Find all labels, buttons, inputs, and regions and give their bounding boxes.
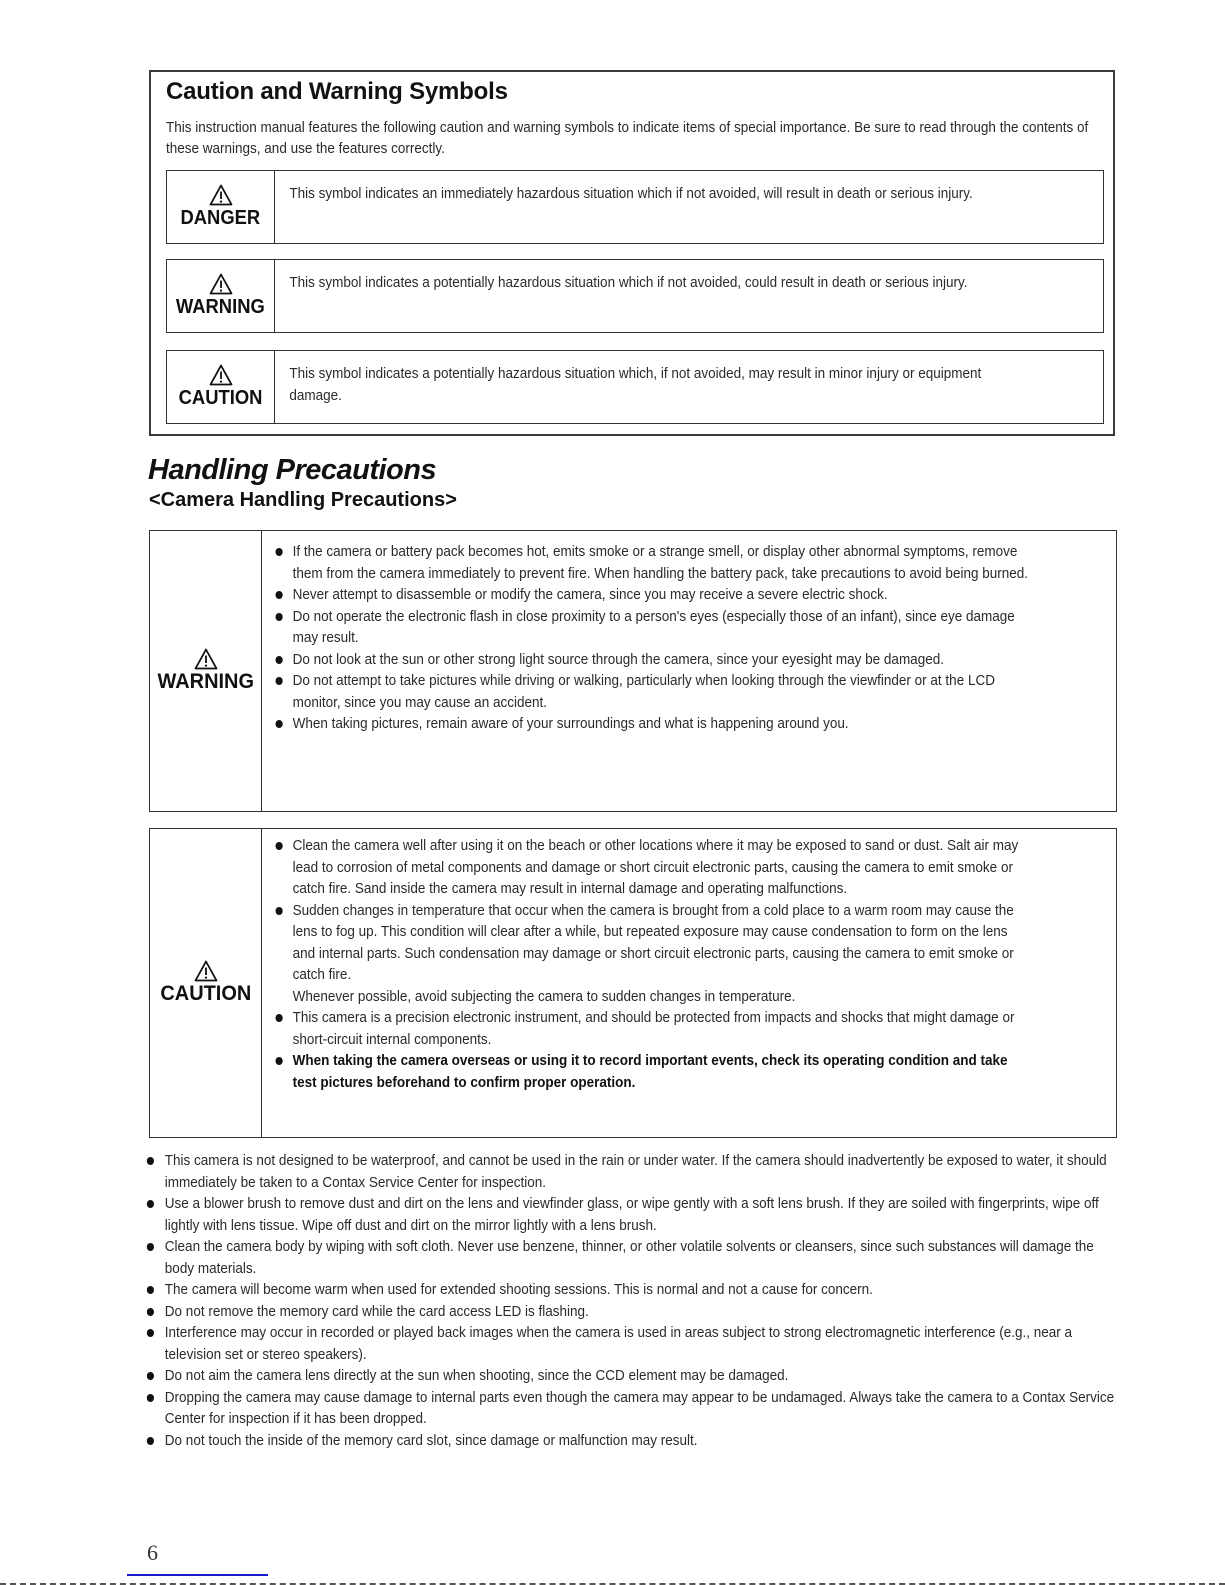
page-number: 6 bbox=[147, 1540, 158, 1565]
warning-triangle-icon bbox=[209, 184, 233, 206]
danger-description: This symbol indicates an immediately hazardous situation which if not avoided, will result in death or serious injury. bbox=[289, 185, 974, 202]
danger-label: DANGER bbox=[180, 207, 261, 229]
danger-row bbox=[166, 170, 1104, 244]
list-item: The camera will become warm when used for extended shooting sessions. This is normal and not a cause for concern. bbox=[145, 1279, 1126, 1301]
list-item: Clean the camera body by wiping with soft cloth. Never use benzene, thinner, or other volatile solvents or cleansers, since such substances will damage the body materials. bbox=[145, 1236, 1126, 1279]
list-item: Do not aim the camera lens directly at the sun when shooting, since the CCD element may be damaged. bbox=[145, 1365, 1126, 1387]
symbols-intro: This instruction manual features the following caution and warning symbols to indicate items of special importance. Be sure to read through the contents of these warnings, and use the features correctly. bbox=[166, 119, 1089, 157]
list-item: Do not touch the inside of the memory card slot, since damage or malfunction may result. bbox=[145, 1430, 1126, 1452]
caution-label: CAUTION bbox=[178, 387, 263, 409]
warning-triangle-icon bbox=[194, 960, 218, 982]
list-item: This camera is not designed to be waterproof, and cannot be used in the rain or under water. If the camera should inadvertently be exposed to water, it should immediately be taken to a Contax Service Center for inspection. bbox=[145, 1150, 1126, 1193]
warning-description: This symbol indicates a potentially hazardous situation which if not avoided, could result in death or serious injury. bbox=[289, 274, 968, 291]
link-underline bbox=[127, 1574, 268, 1576]
list-item: Do not look at the sun or other strong light source through the camera, since your eyesight may be damaged. bbox=[275, 649, 1031, 671]
list-item-continuation: Whenever possible, avoid subjecting the camera to sudden changes in temperature. bbox=[292, 987, 796, 1005]
danger-label-cell bbox=[167, 171, 275, 243]
caution-row bbox=[166, 350, 1104, 424]
list-item-text: Sudden changes in temperature that occur when the camera is brought from a cold place to a warm room may cause the lens to fog up. This condition will clear after a while, but repeated exposure may cause condensation to form on the lens and internal parts. Such condensation may damage or short circuit electronic parts, causing the camera to emit smoke or catch fire. bbox=[292, 901, 1015, 983]
warning-row bbox=[166, 259, 1104, 333]
list-item bbox=[275, 900, 1031, 1008]
caution-precautions-label: CAUTION bbox=[160, 982, 252, 1005]
list-item: Do not operate the electronic flash in close proximity to a person's eyes (especially those of an infant), since eye damage may result. bbox=[275, 606, 1031, 649]
handling-title: Handling Precautions bbox=[148, 454, 437, 486]
symbols-title: Caution and Warning Symbols bbox=[166, 78, 508, 105]
list-item-emphasized: When taking the camera overseas or using it to record important events, check its operating condition and take test pictures beforehand to confirm proper operation. bbox=[275, 1050, 1031, 1093]
warning-precautions-label: WARNING bbox=[157, 670, 254, 693]
warning-precautions-list bbox=[262, 531, 1030, 811]
warning-label-cell bbox=[167, 260, 275, 332]
warning-triangle-icon bbox=[194, 648, 218, 670]
symbols-section bbox=[149, 70, 1115, 436]
general-precautions-list bbox=[145, 1150, 1126, 1451]
list-item: Use a blower brush to remove dust and dirt on the lens and viewfinder glass, or wipe gently with a soft lens brush. If they are soiled with fingerprints, wipe off lightly with lens tissue. Wipe off dust and dirt on the mirror lightly with a lens brush. bbox=[145, 1193, 1126, 1236]
caution-precautions-label-cell bbox=[150, 829, 262, 1137]
warning-precautions-label-cell bbox=[150, 531, 262, 811]
list-item: Never attempt to disassemble or modify the camera, since you may receive a severe electric shock. bbox=[275, 584, 1031, 606]
warning-triangle-icon bbox=[209, 273, 233, 295]
caution-description: This symbol indicates a potentially hazardous situation which, if not avoided, may result in minor injury or equipment damage. bbox=[289, 365, 982, 404]
list-item: Clean the camera well after using it on the beach or other locations where it may be exposed to sand or dust. Salt air may lead to corrosion of metal components and damage or short circuit electronic parts, causing the camera to emit smoke or catch fire. Sand inside the camera may result in internal damage and operating malfunctions. bbox=[275, 835, 1031, 900]
caution-precautions-list bbox=[262, 829, 1030, 1137]
list-item: Dropping the camera may cause damage to internal parts even though the camera may appear to be undamaged. Always take the camera to a Contax Service Center for inspection if it has been dropped. bbox=[145, 1387, 1126, 1430]
list-item: When taking pictures, remain aware of your surroundings and what is happening around you. bbox=[275, 713, 1031, 735]
warning-triangle-icon bbox=[209, 364, 233, 386]
list-item: Do not remove the memory card while the card access LED is flashing. bbox=[145, 1301, 1126, 1323]
caution-precautions-box bbox=[149, 828, 1117, 1138]
warning-label: WARNING bbox=[176, 296, 266, 318]
caution-label-cell bbox=[167, 351, 275, 423]
warning-precautions-box bbox=[149, 530, 1117, 812]
list-item: Do not attempt to take pictures while driving or walking, particularly when looking through the viewfinder or at the LCD monitor, since you may cause an accident. bbox=[275, 670, 1031, 713]
list-item: This camera is a precision electronic instrument, and should be protected from impacts and shocks that might damage or short-circuit internal components. bbox=[275, 1007, 1031, 1050]
list-item: If the camera or battery pack becomes hot, emits smoke or a strange smell, or display other abnormal symptoms, remove them from the camera immediately to prevent fire. When handling the battery pack, take precautions to avoid being burned. bbox=[275, 541, 1031, 584]
list-item: Interference may occur in recorded or played back images when the camera is used in areas subject to strong electromagnetic interference (e.g., near a television set or stereo speakers). bbox=[145, 1322, 1126, 1365]
handling-subtitle: <Camera Handling Precautions> bbox=[149, 489, 457, 511]
